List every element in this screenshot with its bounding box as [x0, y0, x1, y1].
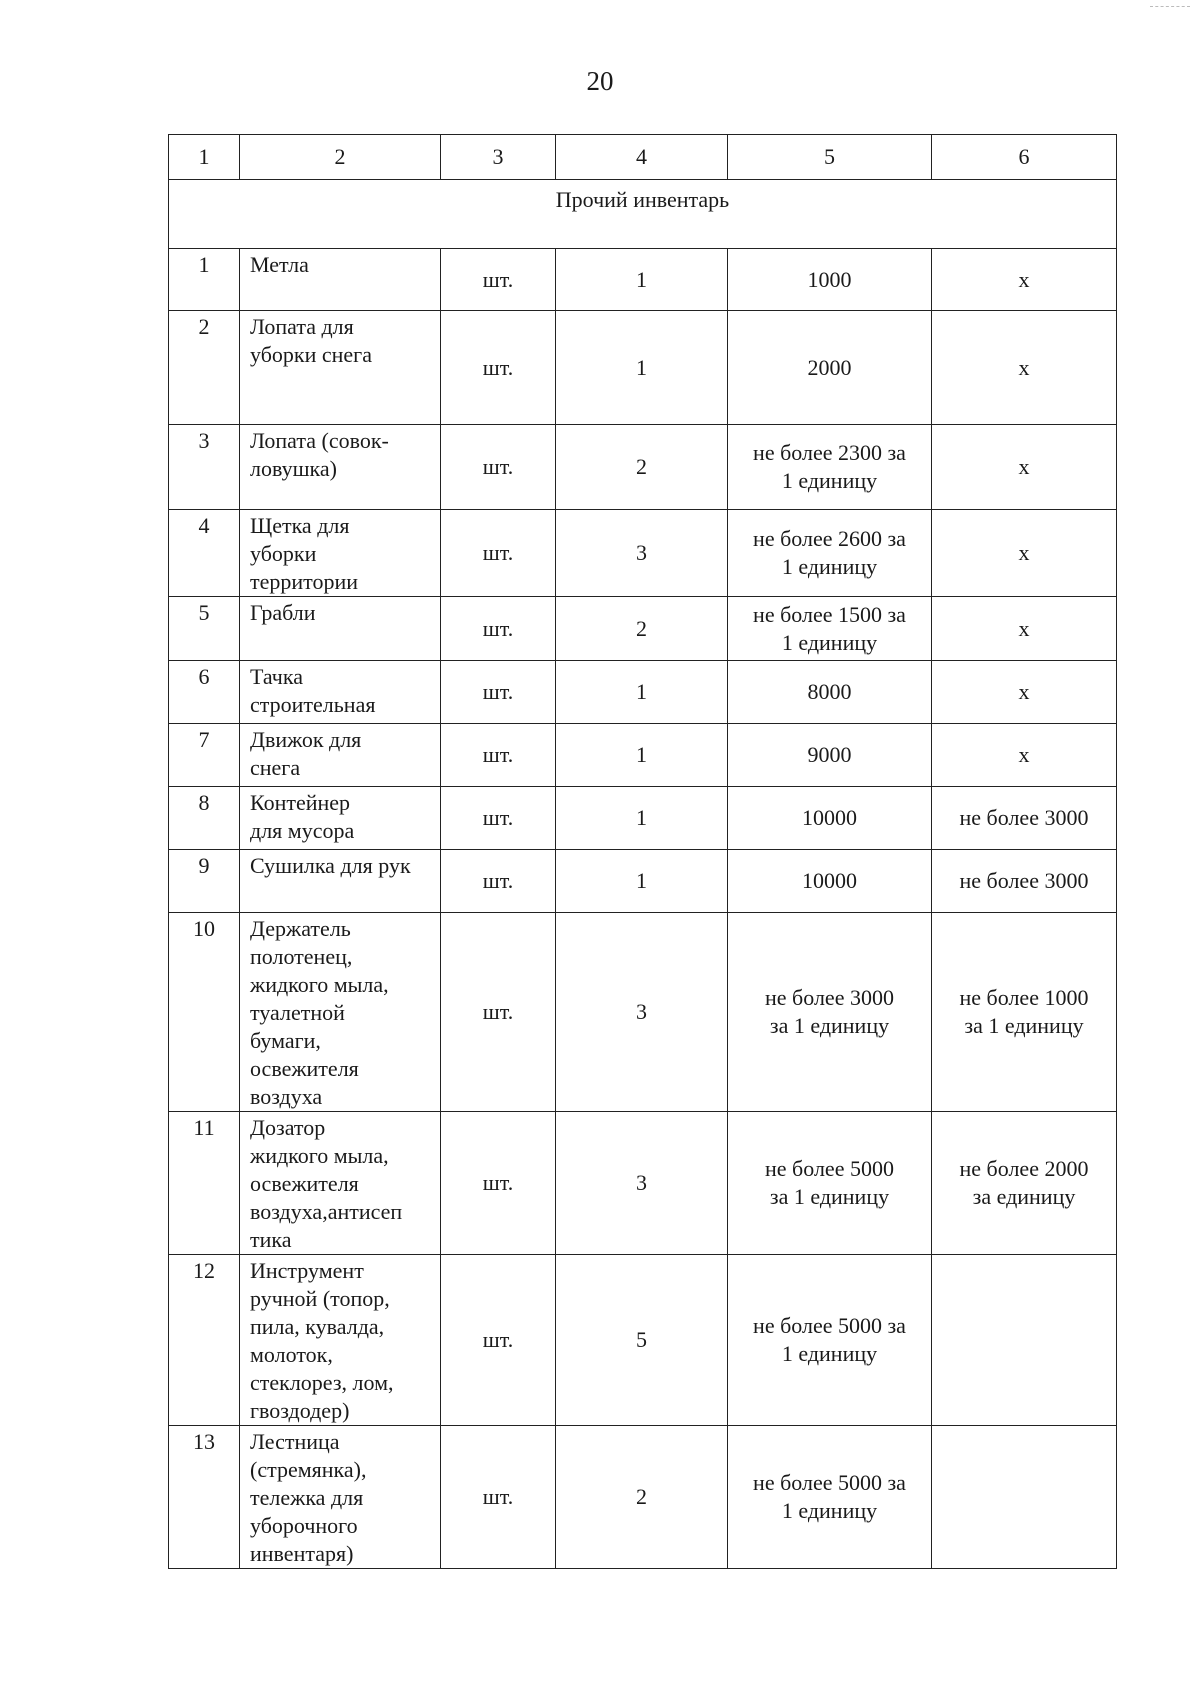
price-cell-text: не более 5000 за 1 единицу	[753, 1313, 906, 1366]
price-cell	[728, 850, 932, 913]
limit-cell	[932, 425, 1117, 510]
unit-cell	[441, 1426, 556, 1569]
row-number-text: 6	[198, 664, 210, 689]
row-number-text: 5	[198, 600, 210, 625]
item-name-text: Сушилка для рук	[250, 853, 411, 878]
unit-cell	[441, 661, 556, 724]
unit-cell	[441, 1112, 556, 1255]
item-name-text: Щетка для уборки территории	[250, 513, 359, 594]
limit-cell-text: х	[1018, 679, 1030, 704]
price-cell	[728, 249, 932, 311]
column-number: 5	[728, 135, 932, 180]
column-number: 6	[932, 135, 1117, 180]
row-number	[169, 597, 240, 661]
section-title: Прочий инвентарь	[169, 180, 1117, 249]
quantity-cell	[556, 510, 728, 597]
row-number-text: 7	[198, 727, 210, 752]
column-number: 4	[556, 135, 728, 180]
item-name-text: Держатель полотенец, жидкого мыла, туалетной бумаги, освежителя воздуха	[250, 916, 389, 1109]
item-name	[240, 597, 441, 661]
row-number	[169, 1255, 240, 1426]
limit-cell	[932, 724, 1117, 787]
item-name	[240, 1255, 441, 1426]
item-name	[240, 850, 441, 913]
price-cell	[728, 510, 932, 597]
item-name	[240, 661, 441, 724]
quantity-cell-text: 1	[636, 679, 647, 704]
price-cell	[728, 597, 932, 661]
price-cell-text: не более 2600 за 1 единицу	[753, 526, 906, 579]
table-row	[169, 1426, 1117, 1569]
table-row	[169, 311, 1117, 425]
limit-cell	[932, 1426, 1117, 1569]
row-number	[169, 1112, 240, 1255]
row-number	[169, 249, 240, 311]
unit-cell	[441, 787, 556, 850]
table-row	[169, 510, 1117, 597]
unit-cell-text: шт.	[482, 868, 514, 893]
scan-mark	[1150, 6, 1190, 8]
table-row	[169, 249, 1117, 311]
table-row	[169, 787, 1117, 850]
quantity-cell-text: 1	[636, 868, 647, 893]
inventory-table	[168, 134, 1117, 1569]
unit-cell-text: шт.	[482, 354, 514, 380]
table-row	[169, 1112, 1117, 1255]
limit-cell-text: х	[1018, 266, 1030, 292]
price-cell-text: 10000	[802, 868, 857, 893]
price-cell-text: 8000	[807, 679, 852, 704]
item-name-text: Инструмент ручной (топор, пила, кувалда, молоток, стеклорез, лом, гвоздодер)	[250, 1258, 394, 1423]
item-name	[240, 249, 441, 311]
column-number-row	[169, 135, 1117, 180]
price-cell-text: не более 5000 за 1 единицу	[753, 1470, 906, 1523]
table-row	[169, 724, 1117, 787]
unit-cell-text: шт.	[482, 540, 514, 565]
table-row	[169, 1255, 1117, 1426]
limit-cell-text: х	[1018, 742, 1030, 767]
price-cell	[728, 913, 932, 1112]
quantity-cell-text: 3	[636, 1170, 647, 1195]
unit-cell-text: шт.	[482, 1484, 514, 1509]
quantity-cell-text: 2	[636, 615, 647, 641]
table-row	[169, 850, 1117, 913]
unit-cell-text: шт.	[482, 999, 514, 1024]
price-cell-text: 2000	[807, 354, 852, 380]
quantity-cell	[556, 425, 728, 510]
row-number-text: 9	[198, 853, 210, 878]
column-number: 3	[441, 135, 556, 180]
unit-cell	[441, 510, 556, 597]
row-number-text: 10	[193, 916, 215, 941]
item-name	[240, 311, 441, 425]
unit-cell	[441, 425, 556, 510]
price-cell-text: 9000	[807, 742, 852, 767]
price-cell-text: 10000	[802, 805, 857, 830]
quantity-cell	[556, 1112, 728, 1255]
limit-cell	[932, 597, 1117, 661]
row-number-text: 11	[193, 1115, 215, 1140]
unit-cell-text: шт.	[482, 1327, 514, 1352]
quantity-cell-text: 3	[636, 540, 647, 565]
item-name	[240, 724, 441, 787]
item-name-text: Дозатор жидкого мыла, освежителя воздуха,антисеп тика	[250, 1115, 403, 1252]
limit-cell-text: не более 3000	[959, 805, 1089, 830]
quantity-cell-text: 1	[636, 805, 647, 830]
limit-cell-text: не более 1000 за 1 единицу	[959, 985, 1089, 1038]
price-cell-text: не более 2300 за 1 единицу	[753, 440, 906, 493]
quantity-cell	[556, 913, 728, 1112]
item-name-text: Контейнер для мусора	[250, 790, 355, 843]
row-number-text: 2	[198, 314, 210, 339]
table-row	[169, 425, 1117, 510]
price-cell	[728, 1426, 932, 1569]
unit-cell	[441, 724, 556, 787]
limit-cell	[932, 510, 1117, 597]
item-name-text: Лестница (стремянка), тележка для уборочного инвентаря)	[250, 1429, 367, 1566]
quantity-cell-text: 5	[636, 1327, 647, 1352]
item-name	[240, 787, 441, 850]
price-cell	[728, 1112, 932, 1255]
price-cell	[728, 724, 932, 787]
item-name-text: Движок для снега	[250, 727, 362, 780]
price-cell-text: не более 3000 за 1 единицу	[765, 985, 894, 1038]
unit-cell	[441, 850, 556, 913]
table-row	[169, 597, 1117, 661]
limit-cell	[932, 787, 1117, 850]
price-cell-text: 1000	[807, 266, 852, 292]
row-number-text: 8	[198, 790, 210, 815]
limit-cell	[932, 311, 1117, 425]
table-row	[169, 661, 1117, 724]
row-number-text: 12	[193, 1258, 215, 1283]
row-number	[169, 850, 240, 913]
row-number	[169, 510, 240, 597]
row-number-text: 13	[193, 1429, 215, 1454]
unit-cell	[441, 249, 556, 311]
price-cell-text: не более 1500 за 1 единицу	[753, 601, 906, 655]
unit-cell	[441, 1255, 556, 1426]
item-name-text: Тачка строительная	[250, 664, 376, 717]
quantity-cell	[556, 1426, 728, 1569]
row-number	[169, 787, 240, 850]
quantity-cell-text: 2	[636, 454, 647, 479]
item-name	[240, 1426, 441, 1569]
row-number-text: 1	[198, 252, 210, 277]
quantity-cell	[556, 1255, 728, 1426]
quantity-cell-text: 1	[636, 742, 647, 767]
limit-cell	[932, 249, 1117, 311]
table-row	[169, 913, 1117, 1112]
limit-cell	[932, 1255, 1117, 1426]
quantity-cell-text: 1	[636, 266, 647, 292]
price-cell	[728, 661, 932, 724]
row-number	[169, 913, 240, 1112]
limit-cell-text: не более 2000 за единицу	[959, 1156, 1089, 1209]
section-row	[169, 180, 1117, 249]
row-number	[169, 724, 240, 787]
unit-cell-text: шт.	[482, 805, 514, 830]
limit-cell	[932, 661, 1117, 724]
item-name-text: Лопата (совок- ловушка)	[250, 428, 389, 481]
item-name	[240, 425, 441, 510]
quantity-cell	[556, 311, 728, 425]
unit-cell-text: шт.	[482, 454, 514, 479]
limit-cell	[932, 1112, 1117, 1255]
unit-cell	[441, 597, 556, 661]
unit-cell-text: шт.	[482, 615, 514, 641]
limit-cell	[932, 850, 1117, 913]
item-name	[240, 913, 441, 1112]
row-number	[169, 1426, 240, 1569]
price-cell	[728, 425, 932, 510]
limit-cell-text: х	[1018, 540, 1030, 565]
price-cell-text: не более 5000 за 1 единицу	[765, 1156, 894, 1209]
item-name-text: Метла	[250, 252, 309, 277]
page-number: 20	[586, 66, 614, 96]
quantity-cell	[556, 850, 728, 913]
limit-cell-text: х	[1018, 454, 1030, 479]
quantity-cell	[556, 787, 728, 850]
limit-cell	[932, 913, 1117, 1112]
limit-cell-text: х	[1018, 354, 1030, 380]
quantity-cell-text: 3	[636, 999, 647, 1024]
quantity-cell	[556, 661, 728, 724]
row-number	[169, 425, 240, 510]
unit-cell-text: шт.	[482, 742, 514, 767]
row-number-text: 3	[198, 428, 210, 453]
column-number: 2	[240, 135, 441, 180]
row-number-text: 4	[198, 513, 210, 538]
quantity-cell	[556, 597, 728, 661]
unit-cell-text: шт.	[482, 679, 514, 704]
price-cell	[728, 787, 932, 850]
quantity-cell	[556, 249, 728, 311]
unit-cell	[441, 311, 556, 425]
quantity-cell-text: 2	[636, 1484, 647, 1509]
item-name	[240, 510, 441, 597]
limit-cell-text: х	[1018, 615, 1030, 641]
price-cell	[728, 1255, 932, 1426]
unit-cell	[441, 913, 556, 1112]
unit-cell-text: шт.	[482, 1170, 514, 1195]
column-number: 1	[169, 135, 240, 180]
row-number	[169, 661, 240, 724]
item-name-text: Лопата для уборки снега	[250, 314, 372, 367]
item-name-text: Грабли	[250, 600, 316, 625]
limit-cell-text: не более 3000	[959, 868, 1089, 893]
price-cell	[728, 311, 932, 425]
quantity-cell-text: 1	[636, 354, 647, 380]
quantity-cell	[556, 724, 728, 787]
row-number	[169, 311, 240, 425]
unit-cell-text: шт.	[482, 266, 514, 292]
item-name	[240, 1112, 441, 1255]
